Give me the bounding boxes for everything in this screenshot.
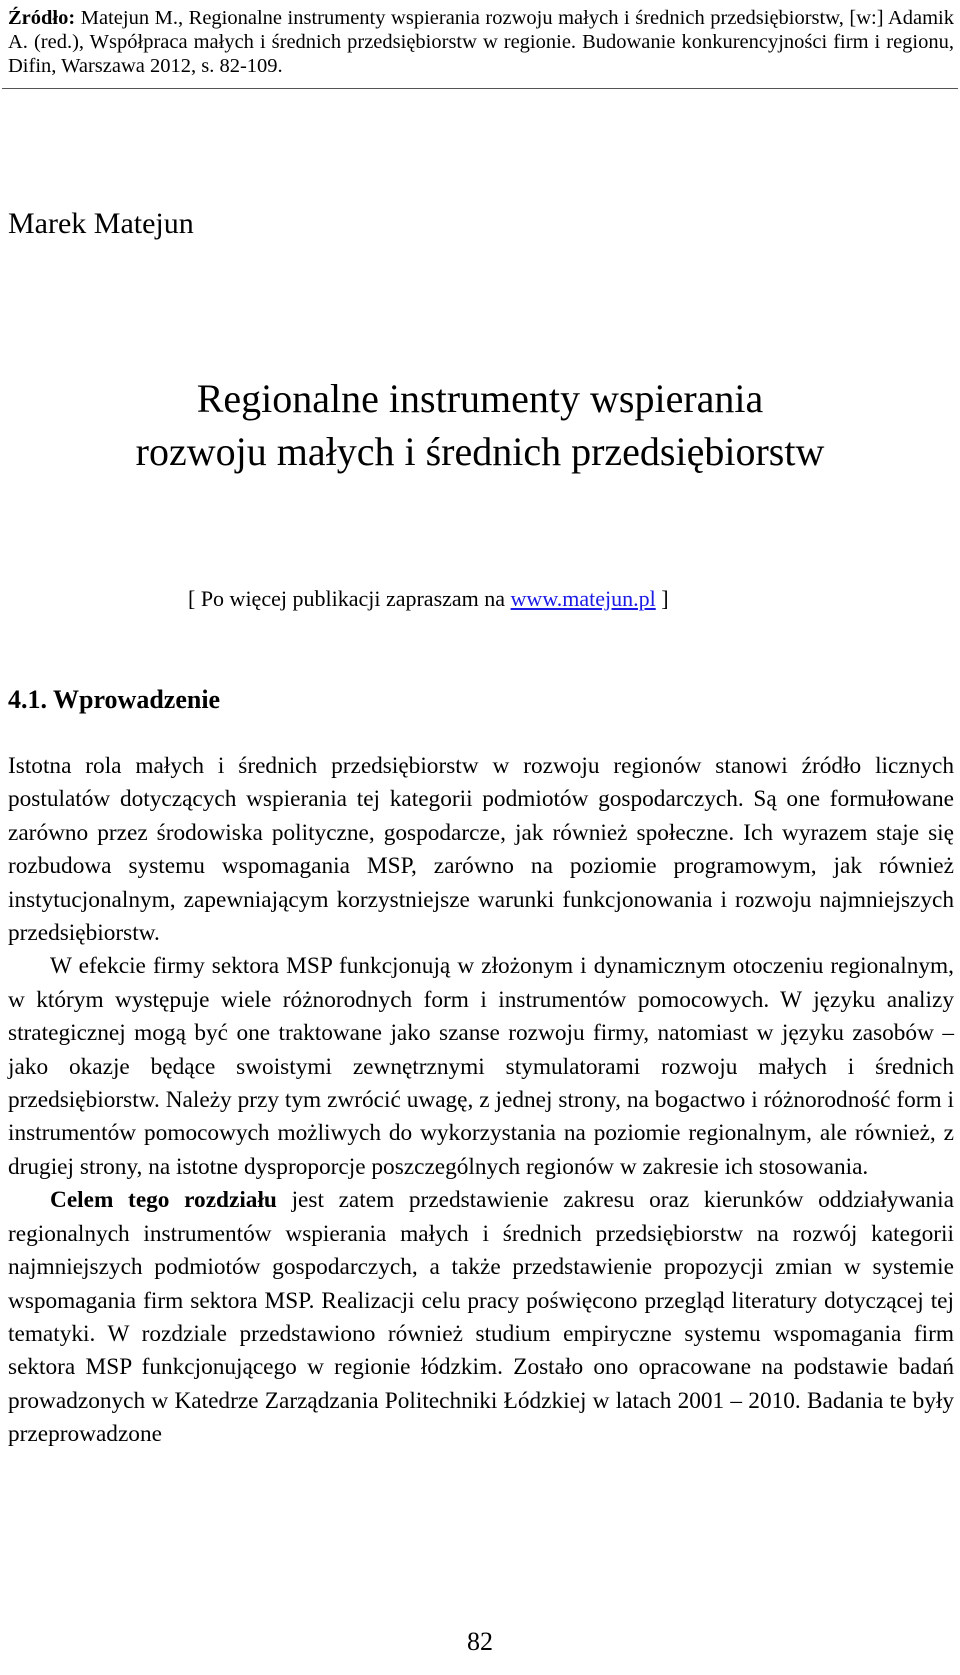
chapter-title xyxy=(0,372,960,478)
paragraph-2: W efekcie firmy sektora MSP funkcjonują w złożonym i dynamicznym otoczeniu regionalnym, w którym występuje wiele różnorodnych form i instrumentów pomocowych. W języku analizy strategicznej mogą być one traktowane jako szanse rozwoju firmy, natomiast w języku zasobów – jako okazje będące swoistymi zewnętrznymi stymulatorami rozwoju małych i średnich przedsiębiorstw. Należy przy tym zwrócić uwagę, z jednej strony, na bogactwo i różnorodność form i instrumentów pomocowych możliwych do wykorzystania na poziomie regionalnym, ale również, z drugiej strony, na istotne dysproporcje poszczególnych regionów w zakresie ich stosowania. xyxy=(8,953,954,1180)
website-link[interactable]: www.matejun.pl xyxy=(510,586,656,611)
section-body xyxy=(8,750,954,1452)
more-publications-prefix: [ Po więcej publikacji zapraszam na xyxy=(188,586,511,611)
chapter-title-line-1: Regionalne instrumenty wspierania xyxy=(196,376,764,421)
paragraph-3-emphasis: Celem tego rozdziału xyxy=(50,1187,277,1214)
author-name: Marek Matejun xyxy=(8,207,194,240)
paragraph-3 xyxy=(8,1184,954,1451)
more-publications-note xyxy=(188,584,669,614)
source-citation-text: Matejun M., Regionalne instrumenty wspierania rozwoju małych i średnich przedsiębiorstw, [w:] Adamik A. (red.), Współpraca małych i średnich przedsiębiorstw w regionie. Budowanie konkurencyjności firm i regionu, Difin, Warszawa 2012, s. 82-109. xyxy=(8,7,954,77)
section-heading: 4.1. Wprowadzenie xyxy=(8,685,221,714)
paragraph-3-text: jest zatem przedstawienie zakresu oraz kierunków oddziaływania regionalnych instrumentów wspierania małych i średnich przedsiębiorstw na rozwój kategorii najmniejszych podmiotów gospodarczych, a także przedstawienie propozycji zmian w systemie wspomagania firm sektora MSP. Realizacji celu pracy poświęcono przegląd literatury dotyczącej tej tematyki. W rozdziale przedstawiono również studium empiryczne systemu wspomagania firm sektora MSP funkcjonującego w regionie łódzkim. Zostało ono opracowane na podstawie badań prowadzonych w Katedrze Zarządzania Politechniki Łódzkiej w latach 2001 – 2010. Badania te były przeprowadzone xyxy=(8,1187,954,1448)
chapter-title-line-2: rozwoju małych i średnich przedsiębiorstw xyxy=(135,429,825,474)
header-divider xyxy=(2,88,958,89)
source-citation xyxy=(8,6,954,78)
more-publications-suffix: ] xyxy=(655,586,669,611)
page-number: 82 xyxy=(467,1627,493,1656)
paragraph-1: Istotna rola małych i średnich przedsiębiorstw w rozwoju regionów stanowi źródło licznych postulatów dotyczących wspierania tej kategorii podmiotów gospodarczych. Są one formułowane zarówno przez środowiska polityczne, gospodarcze, jak również społeczne. Ich wyrazem staje się rozbudowa systemu wspomagania MSP, zarówno na poziomie programowym, jak również instytucjonalnym, zapewniającym korzystniejsze warunki funkcjonowania i rozwoju najmniejszych przedsiębiorstw. xyxy=(8,753,954,947)
source-label: Źródło: xyxy=(8,7,76,29)
